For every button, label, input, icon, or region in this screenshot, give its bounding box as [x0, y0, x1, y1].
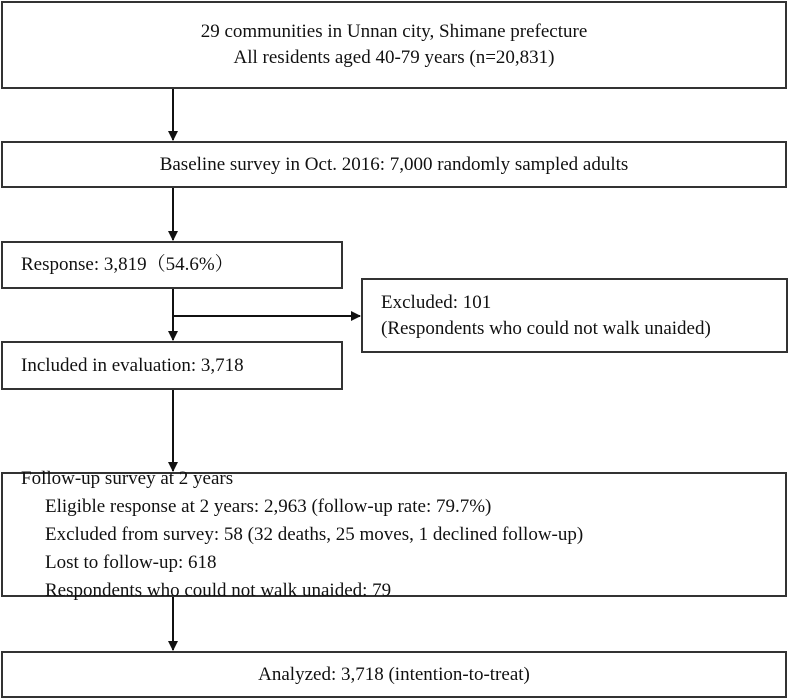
population-line-2: All residents aged 40-79 years (n=20,831)	[233, 47, 555, 68]
response-text: Response: 3,819（54.6%）	[21, 254, 234, 275]
follow-up-excluded: Excluded from survey: 58 (32 deaths, 25 moves, 1 declined follow-up)	[45, 523, 584, 545]
baseline-text: Baseline survey in Oct. 2016: 7,000 randomly sampled adults	[159, 153, 629, 175]
follow-up-eligible: Eligible response at 2 years: 2,963 (follow-up rate: 79.7%)	[45, 495, 492, 517]
included-text: Included in evaluation: 3,718	[21, 354, 244, 376]
analyzed-text: Analyzed: 3,718 (intention-to-treat)	[258, 663, 530, 685]
follow-up-lost: Lost to follow-up: 618	[45, 551, 217, 573]
population-line-1: 29 communities in Unnan city, Shimane prefecture	[200, 21, 588, 42]
follow-up-could-not-walk: Respondents who could not walk unaided: 79	[45, 579, 392, 601]
excluded-line-2: (Respondents who could not walk unaided)	[381, 317, 711, 339]
excluded-line-1: Excluded: 101	[381, 291, 492, 313]
follow-up-title: Follow-up survey at 2 years	[21, 467, 234, 489]
